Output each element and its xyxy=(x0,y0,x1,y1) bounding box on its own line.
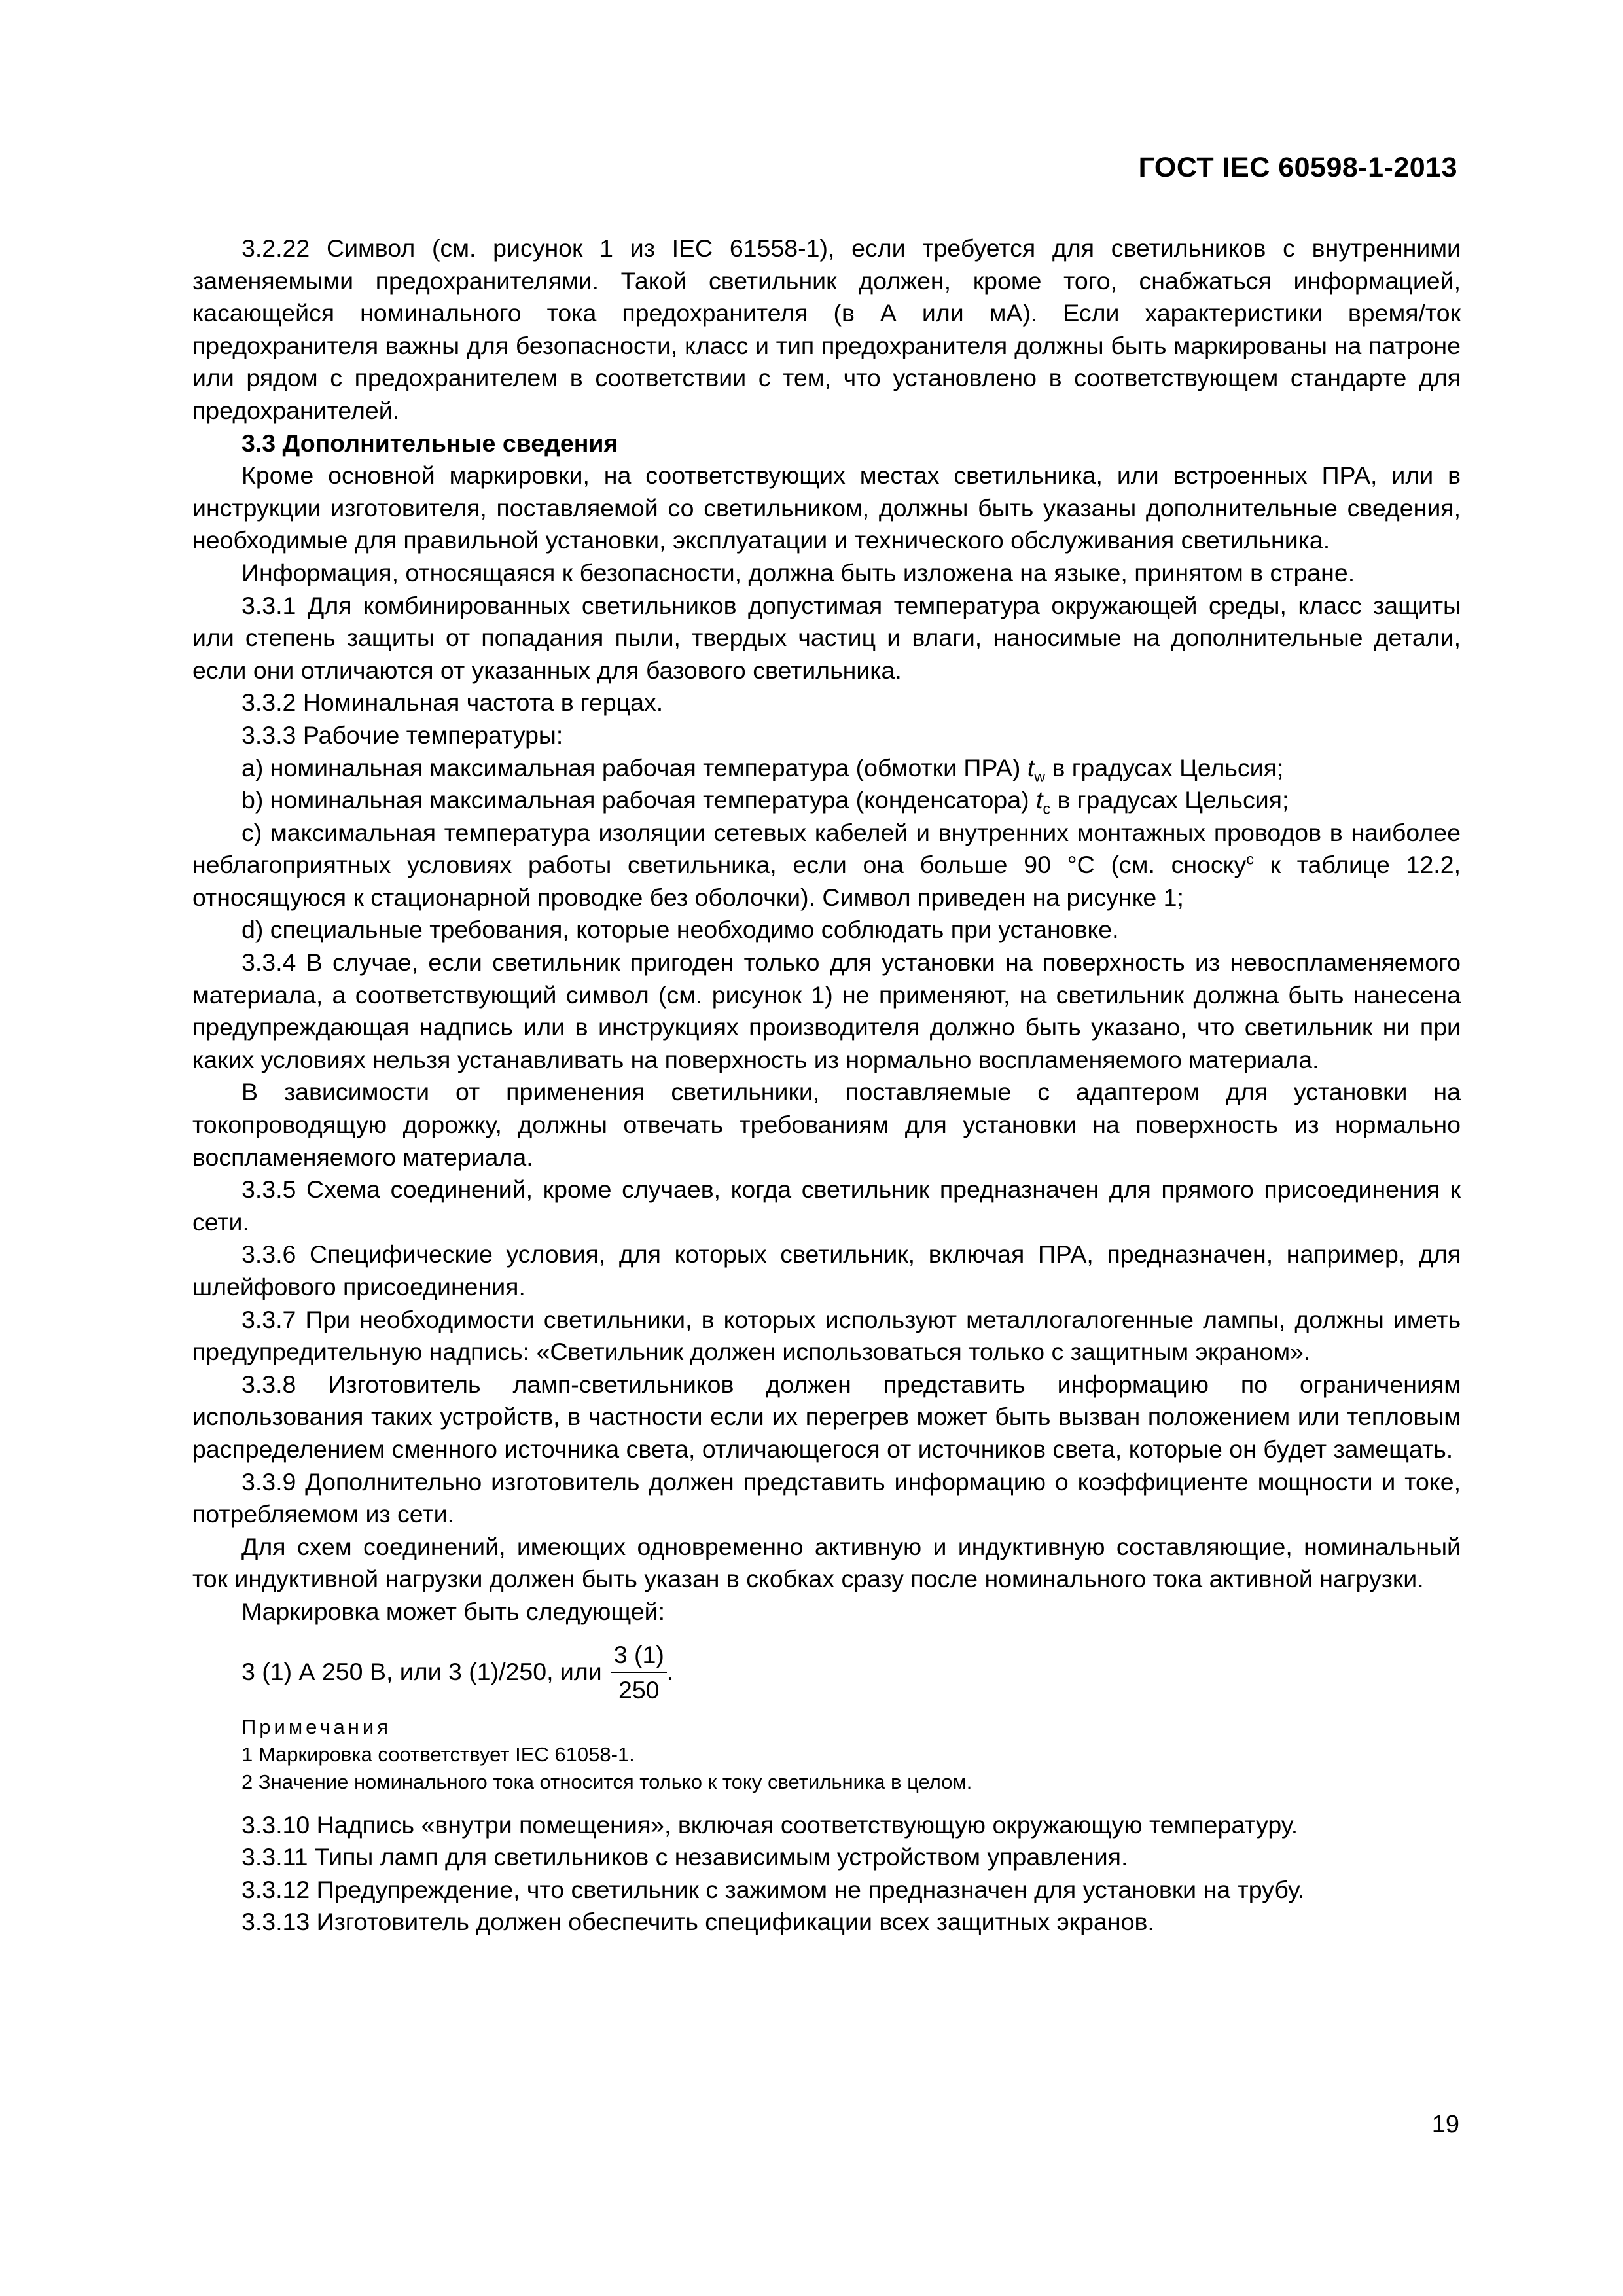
paragraph-3-3-9-marking: Маркировка может быть следующей: xyxy=(241,1597,666,1625)
marking-formula xyxy=(192,1640,1461,1704)
paragraph-3-3-12: 3.3.12 Предупреждение, что светильник с зажимом не предназначен для установки на трубу. xyxy=(241,1875,1305,1903)
note-1: 1 Маркировка соответствует IEC 61058-1. xyxy=(241,1742,635,1766)
symbol-tc-subscript: c xyxy=(1043,800,1051,817)
note-2: 2 Значение номинального тока относится только к току светильника в целом. xyxy=(241,1770,972,1793)
paragraph-3-3-7: 3.3.7 При необходимости светильники, в которых используют металлогалогенные лампы, должны иметь предупредительную надпись: «Светильник должен использоваться только с защитным экраном». xyxy=(192,1305,1461,1366)
item-b-text: b) номинальная максимальная рабочая температура (конденсатора) xyxy=(241,786,1037,814)
paragraph-3-3-3-d: d) специальные требования, которые необходимо соблюдать при установке. xyxy=(241,916,1119,944)
paragraph-3-3-4-track: В зависимости от применения светильники, поставляемые с адаптером для установки на токопроводящую дорожку, должны отвечать требованиям для установки на поверхность из нормально воспламеняемого материала. xyxy=(192,1078,1461,1171)
symbol-tw: t xyxy=(1027,753,1035,781)
item-c-tail: к таблице 12.2, относящуюся к стационарной проводке без оболочки). Символ приведен на рисунке 1; xyxy=(192,851,1461,911)
paragraph-3-3-11: 3.3.11 Типы ламп для светильников с независимым устройством управления. xyxy=(241,1843,1128,1871)
formula-end: . xyxy=(666,1657,674,1685)
paragraph-3-3-9-inductive: Для схем соединений, имеющих одновременно активную и индуктивную составляющие, номинальный ток индуктивной нагрузки должен быть указан в скобках сразу после номинального тока активной нагрузки. xyxy=(192,1532,1461,1593)
formula-text: 3 (1) А 250 В, или 3 (1)/250, или xyxy=(241,1657,602,1685)
paragraph-3-3-10: 3.3.10 Надпись «внутри помещения», включая соответствующую окружающую температуру. xyxy=(241,1810,1298,1839)
paragraph-3-2-22: 3.2.22 Символ (см. рисунок 1 из IEC 61558-1), если требуется для светильников с внутренними заменяемыми предохранителями. Такой светильник должен, кроме того, снабжаться информацией, касающейся номинального тока предохранителя (в А или мА). Если характеристики время/ток предохранителя важны для безопасности, класс и тип предохранителя должны быть маркированы на патроне или рядом с предохранителем в соответствии с тем, что установлено в соответствующем стандарте для предохранителей. xyxy=(192,234,1461,424)
item-a-text: a) номинальная максимальная рабочая температура (обмотки ПРА) xyxy=(241,753,1027,781)
paragraph-3-3-language: Информация, относящаяся к безопасности, должна быть изложена на языке, принятом в стране. xyxy=(241,558,1355,586)
paragraph-3-3-9: 3.3.9 Дополнительно изготовитель должен представить информацию о коэффициенте мощности и токе, потребляемом из сети. xyxy=(192,1467,1461,1528)
paragraph-3-3-6: 3.3.6 Специфические условия, для которых светильник, включая ПРА, предназначен, например, для шлейфового присоединения. xyxy=(192,1240,1461,1300)
paragraph-3-3-3-a xyxy=(192,752,1461,785)
fraction-denominator: 250 xyxy=(618,1676,660,1704)
item-c-text: c) максимальная температура изоляции сетевых кабелей и внутренних монтажных проводов в наиболее неблагоприятных условиях работы светильника, если она больше 90 °С (см. сноску xyxy=(192,818,1461,879)
notes-block xyxy=(192,1713,1461,1796)
item-a-tail: в градусах Цельсия; xyxy=(1045,753,1284,781)
page-number: 19 xyxy=(1431,2111,1459,2138)
paragraph-3-3-4: 3.3.4 В случае, если светильник пригоден только для установки на поверхность из невоспламеняемого материала, а соответствующий символ (см. рисунок 1) не применяют, на светильник должна быть нанесена предупреждающая надпись или в инструкциях производителя должно быть указано, что светильник ни при каких условиях нельзя устанавливать на поверхность из нормально воспламеняемого материала. xyxy=(192,948,1461,1073)
paragraph-3-3-2: 3.3.2 Номинальная частота в герцах. xyxy=(241,689,664,717)
footnote-c-marker: c xyxy=(1246,850,1254,868)
symbol-tw-subscript: w xyxy=(1034,768,1046,785)
fraction-numerator: 3 (1) xyxy=(611,1640,667,1673)
document-header-id: ГОСТ IEC 60598-1-2013 xyxy=(1138,152,1457,183)
paragraph-3-3-8: 3.3.8 Изготовитель ламп-светильников должен представить информацию по ограничениям использования таких устройств, в частности если их перегрев может быть вызван положением или тепловым распределением сменного источника света, отличающегося от источников света, которые он будет замещать. xyxy=(192,1370,1461,1463)
document-body xyxy=(192,232,1461,1939)
notes-title: Примечания xyxy=(241,1715,391,1738)
paragraph-3-3-5: 3.3.5 Схема соединений, кроме случаев, когда светильник предназначен для прямого присоединения к сети. xyxy=(192,1175,1461,1236)
paragraph-3-3-13: 3.3.13 Изготовитель должен обеспечить спецификации всех защитных экранов. xyxy=(241,1908,1154,1936)
section-heading-3-3: 3.3 Дополнительные сведения xyxy=(241,429,618,457)
item-b-tail: в градусах Цельсия; xyxy=(1050,786,1289,814)
symbol-tc: t xyxy=(1036,786,1043,814)
paragraph-3-3-3: 3.3.3 Рабочие температуры: xyxy=(241,721,563,749)
paragraph-3-3-1: 3.3.1 Для комбинированных светильников допустимая температура окружающей среды, класс защиты или степень защиты от попадания пыли, твердых частиц и влаги, наносимые на дополнительные детали, если они отличаются от указанных для базового светильника. xyxy=(192,591,1461,684)
paragraph-3-3-3-c xyxy=(192,817,1461,914)
paragraph-3-3-intro: Кроме основной маркировки, на соответствующих местах светильника, или встроенных ПРА, или в инструкции изготовителя, поставляемой со светильником, должны быть указаны дополнительные сведения, необходимые для правильной установки, эксплуатации и технического обслуживания светильника. xyxy=(192,461,1461,554)
paragraph-3-3-3-b xyxy=(192,784,1461,817)
formula-fraction xyxy=(611,1640,667,1704)
